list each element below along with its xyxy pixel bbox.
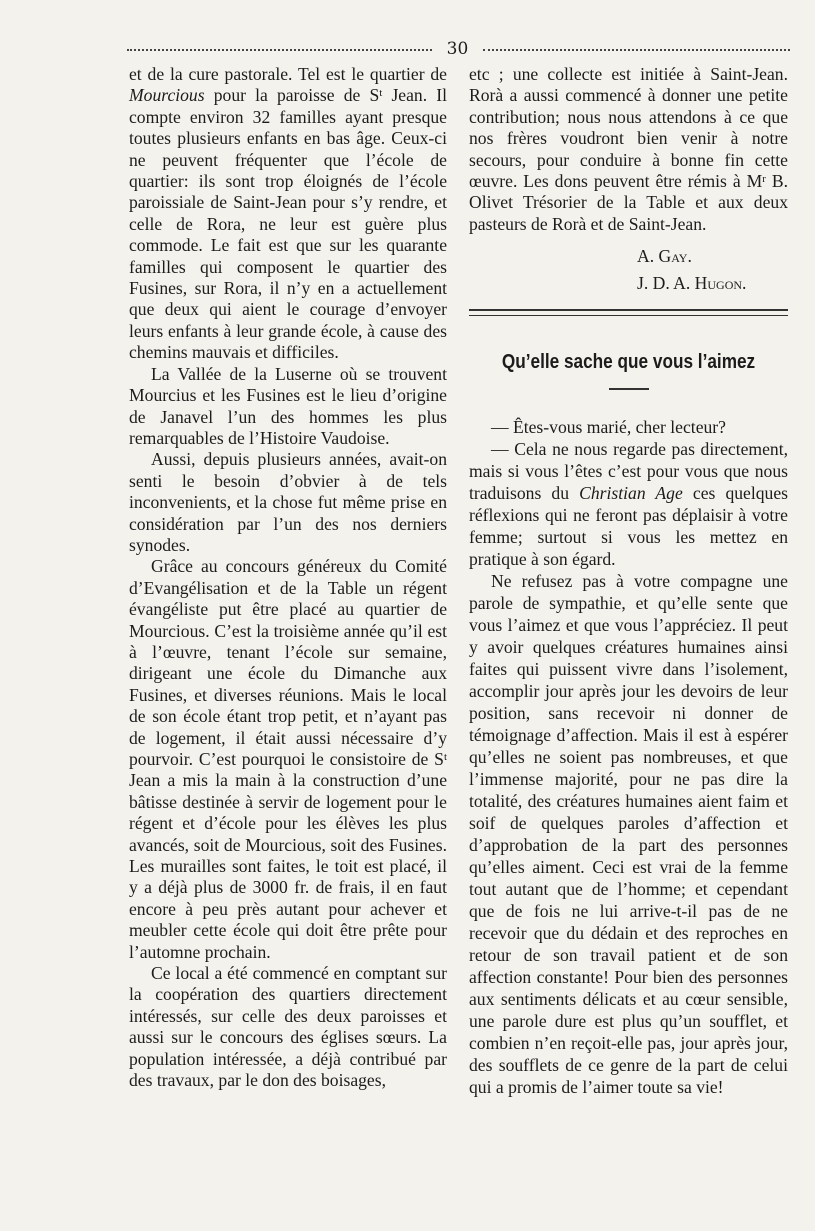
header-rule-left — [127, 49, 432, 51]
title-underline — [609, 388, 649, 390]
text-run: pour la paroisse de S — [204, 85, 380, 106]
paragraph — [469, 416, 788, 438]
text-run: Ce local a été commencé en comptant sur la coopération des quartiers directement intéressés, sur celle des deux paroisses et aussi sur le concours des églises sœurs. La population intéressée, a déjà contribué par des travaux, par le don des boisages, — [129, 963, 447, 1091]
paragraph — [129, 963, 447, 1091]
page-header — [127, 38, 790, 62]
signature-hugon: J. D. A. Hugon. — [637, 273, 747, 294]
section-divider — [469, 309, 788, 316]
paragraph — [469, 64, 788, 235]
superscript: t — [443, 751, 447, 763]
right-column — [469, 64, 788, 1098]
text-run: ces quelques réflexions qui ne feront pas déplaisir à votre femme; surtout si vous les mettez en pratique à son égard. — [469, 483, 789, 570]
italic-text: Christian Age — [579, 483, 683, 504]
right-column-continuation — [469, 64, 788, 235]
text-run: Aussi, depuis plusieurs années, avait-on senti le besoin d’obvier à de tels inconvenients, et la chose fut même prise en considération par l’un des nos derniers synodes. — [129, 449, 447, 555]
text-run: La Vallée de la Luserne où se trouvent Mourcius et les Fusines est le lieu d’origine de Janavel l’un des hommes les plus remarquables de l’Histoire Vaudoise. — [129, 363, 447, 448]
paragraph — [129, 364, 447, 450]
paragraph — [469, 570, 788, 1098]
signatures — [469, 243, 788, 297]
paragraph — [129, 556, 447, 963]
signature-gay: A. Gay. — [637, 246, 692, 267]
paragraph — [129, 64, 447, 364]
left-column — [129, 64, 447, 1092]
text-run: Grâce au concours généreux du Comité d’Evangélisation et de la Table un régent évangéliste put être placé au quartier de Mourcious. C’est la troisième année qu’il est à l’œuvre, tenant l’école sur semaine, dirigeant une école du Dimanche aux Fusines, et diverses réunions. Mais le local de son école étant trop petit, et n’ayant pas de logement, il était aussi nécessaire d’y pourvoir. C’est pourquoi le consistoire de S — [129, 556, 447, 769]
text-run: — Êtes-vous marié, cher lecteur? — [491, 417, 726, 438]
article-body — [469, 416, 788, 1098]
italic-text: Mourcious — [129, 85, 205, 106]
text-run: — Cela ne nous regarde pas directement, mais si vous l’êtes c’est pour vous que nous traduisons du — [469, 439, 788, 504]
paragraph — [469, 438, 788, 570]
page-number: 30 — [446, 39, 469, 59]
text-run: Jean. Il compte environ 32 familles ayant presque toutes plusieurs enfants en bas âge. Ceux-ci ne peuvent fréquenter que l’école de quartier: ils sont trop éloignés de l’école paroissiale de Saint-Jean pour s’y rendre, et celle de Rora, ne leur est guère plus commode. Le fait est que sur les quarante familles qui composent le quartier des Fusines, sur Rora, il n’y en a actuellement que deux qui aient le courage d’envoyer leurs enfants à leur grande école, à cause des chemins mauvais et difficiles. — [129, 85, 447, 363]
text-run: B. Olivet Trésorier de la Table et aux deux pasteurs de Rorà et de Saint-Jean. — [469, 171, 788, 234]
superscript: r — [762, 173, 766, 186]
superscript: t — [379, 87, 383, 100]
header-rule-right — [483, 49, 790, 51]
text-run: etc ; une collecte est initiée à Saint-Jean. Rorà a aussi commencé à donner une petite contribution; nous nous attendons à ce que nos frères voudront bien venir à notre secours, pour conduire à bonne fin cette œuvre. Les dons peuvent être rémis à M — [469, 64, 788, 192]
text-run: Jean a mis la main à la construction d’une bâtisse destinée à servir de logement pour le régent et d’école pour les élèves les plus avancés, soit de Mourcious, soit des Fusines. Les murailles sont faites, le toit est placé, il y a déjà plus de 3000 fr. de frais, il en faut encore à peu près autant pour achever et meubler cette école qui doit être prête pour l’automne prochain. — [129, 770, 447, 962]
text-run: Ne refusez pas à votre compagne une parole de sympathie, et qu’elle sente que vous l’aimez et que vous l’appréciez. Il peut y avoir quelques créatures humaines ainsi faites qui puissent vivre dans l’isolement, accomplir jour après jour les devoirs de leur position, sans recevoir ni donner de témoignage d’affection. Mais il est à espérer qu’elles ne soient pas nombreuses, et que l’immense majorité, pour ne pas dire la totalité, des créatures humaines aient faim et soif de quelques paroles d’affection et d’approbation de la part des personnes qu’elles aiment. Ceci est vrai de la femme tout autant que de l’homme; et cependant que de fois ne lui arrive-t-il pas de ne recevoir que du dédain et des reproches en retour de son travail patient et de son affection constante! Pour bien des personnes aux sentiments délicats et au cœur sensible, une parole dure est plus qu’un soufflet, et combien n’en reçoit-elle pas, jour après jour, des soufflets de ce genre de la part de celui qui a promis de l’aimer toute sa vie! — [469, 571, 788, 1098]
article-title: Qu’elle sache que vous l’aimez — [501, 351, 756, 374]
paragraph — [129, 449, 447, 556]
text-run: et de la cure pastorale. Tel est le quartier de — [129, 64, 447, 84]
